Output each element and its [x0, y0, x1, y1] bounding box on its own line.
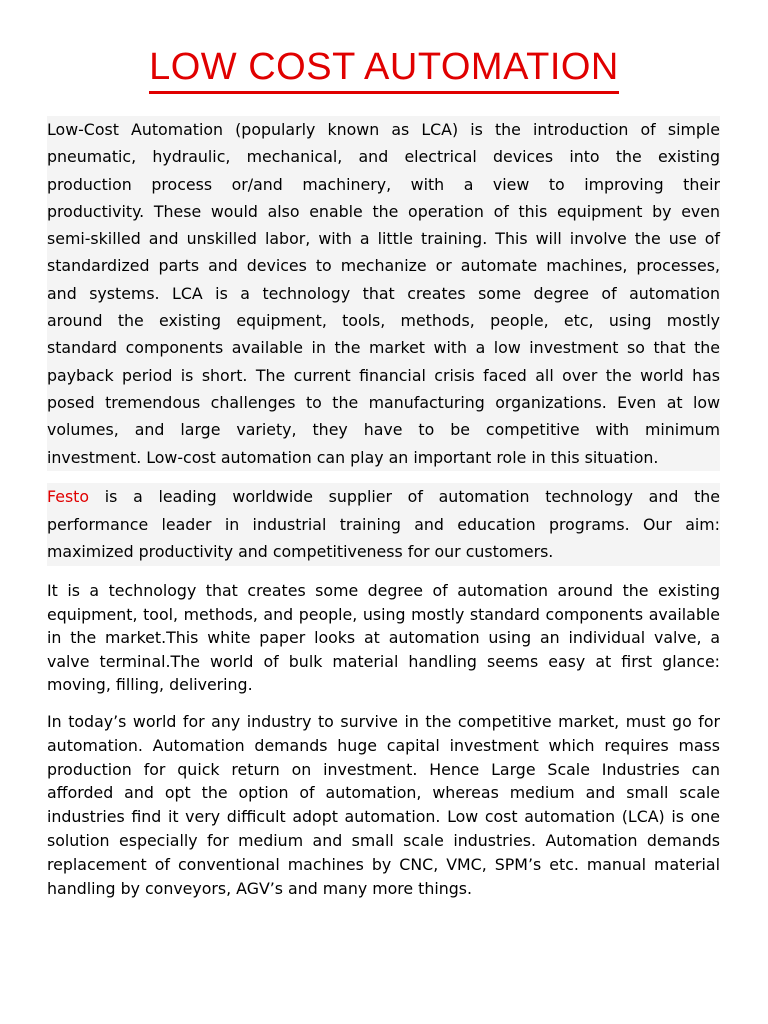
- paragraph-line: around the existing equipment, tools, methods, people, etc, using mostly: [47, 307, 720, 334]
- page-title-text: LOW COST AUTOMATION: [149, 46, 619, 94]
- paragraph-festo: [47, 483, 720, 566]
- paragraph-line: maximized productivity and competitiveness for our customers.: [47, 538, 720, 566]
- paragraph-industry: In today’s world for any industry to survive in the competitive market, must go for automation. Automation demands huge capital investment which requires mass production for quick return on investment. Hence Large Scale Industries can afforded and opt the option of automation, whereas medium and small scale industries find it very difficult adopt automation. Low cost automation (LCA) is one solution especially for medium and small scale industries. Automation demands replacement of conventional machines by CNC, VMC, SPM’s etc. manual material handling by conveyors, AGV’s and many more things.: [47, 712, 720, 898]
- paragraph-technology: It is a technology that creates some degree of automation around the existing equipment, tool, methods, and people, using mostly standard components available in the market.This white paper looks at automation using an individual valve, a valve terminal.The world of bulk material handling seems easy at first glance: moving, filling, delivering.: [47, 581, 720, 694]
- paragraph-lca-intro: [47, 116, 720, 471]
- festo-highlight: Festo: [47, 487, 90, 506]
- paragraph-line: semi-skilled and unskilled labor, with a little training. This will involve the use of: [47, 225, 720, 252]
- paragraph-line: Low-Cost Automation (popularly known as LCA) is the introduction of simple: [47, 116, 720, 143]
- paragraph-line: [47, 483, 720, 511]
- paragraph-line: standard components available in the market with a low investment so that the: [47, 334, 720, 361]
- paragraph-line: payback period is short. The current financial crisis faced all over the world has: [47, 362, 720, 389]
- paragraph-line: investment. Low-cost automation can play an important role in this situation.: [47, 444, 720, 471]
- paragraph-line: posed tremendous challenges to the manufacturing organizations. Even at low: [47, 389, 720, 416]
- paragraph-line: volumes, and large variety, they have to be competitive with minimum: [47, 416, 720, 443]
- paragraph-line: production process or/and machinery, with a view to improving their: [47, 171, 720, 198]
- paragraph-line: and systems. LCA is a technology that creates some degree of automation: [47, 280, 720, 307]
- paragraph-line: standardized parts and devices to mechanize or automate machines, processes,: [47, 252, 720, 279]
- page-title: [0, 46, 768, 94]
- paragraph-line: performance leader in industrial training and education programs. Our aim:: [47, 511, 720, 539]
- festo-line-rest: is a leading worldwide supplier of automation technology and the: [89, 487, 720, 506]
- paragraph-line: pneumatic, hydraulic, mechanical, and electrical devices into the existing: [47, 143, 720, 170]
- paragraph-line: productivity. These would also enable the operation of this equipment by even: [47, 198, 720, 225]
